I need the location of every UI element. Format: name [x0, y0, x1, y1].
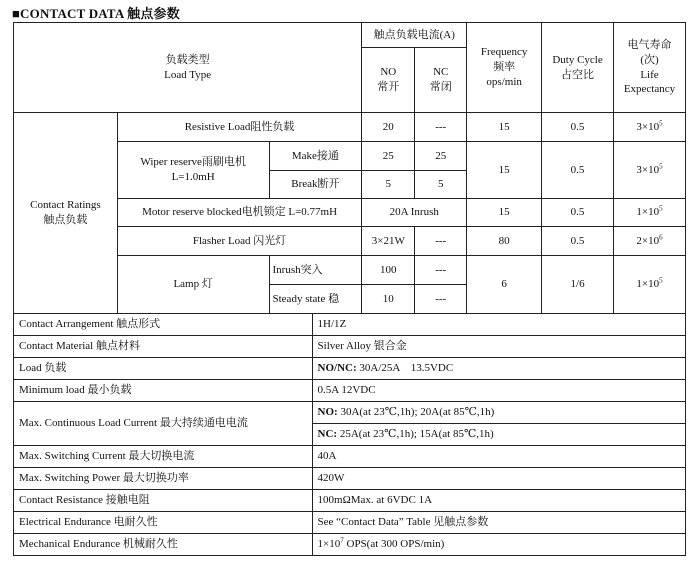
lamp-freq: 6 — [467, 256, 542, 314]
wiper-break-no: 5 — [362, 171, 415, 199]
contact-ratings-label: Contact Ratings 触点负载 — [14, 113, 118, 314]
resistance-label: Contact Resistance 接触电阻 — [14, 490, 313, 512]
wiper-freq: 15 — [467, 142, 542, 199]
flasher-label: Flasher Load 闪光灯 — [117, 227, 362, 256]
lamp-steady-nc: --- — [415, 285, 467, 314]
flasher-nc: --- — [415, 227, 467, 256]
contact-ratings-table — [13, 22, 686, 314]
sw-power-value: 420W — [312, 468, 685, 490]
flasher-freq: 80 — [467, 227, 542, 256]
mechanical-value: $1\times 10^7$ OPS(at 300 OPS/min) — [312, 534, 685, 556]
electrical-value: See “Contact Data” Table 见触点参数 — [312, 512, 685, 534]
header-nc: NC 常闭 — [415, 48, 467, 113]
wiper-life: $3\times 10^5$ — [613, 142, 685, 199]
min-load-value: 0.5A 12VDC — [312, 380, 685, 402]
flasher-life: $2\times 10^6$ — [613, 227, 685, 256]
lamp-duty: 1/6 — [542, 256, 614, 314]
wiper-break-nc: 5 — [415, 171, 467, 199]
resistive-duty: 0.5 — [542, 113, 614, 142]
motor-freq: 15 — [467, 199, 542, 227]
section-title: ■CONTACT DATA 触点参数 — [12, 6, 180, 21]
resistive-freq: 15 — [467, 113, 542, 142]
electrical-label: Electrical Endurance 电耐久性 — [14, 512, 313, 534]
header-life: 电气寿命 (次) Life Expectancy — [613, 23, 685, 113]
lamp-label: Lamp 灯 — [117, 256, 269, 314]
resistive-life: $3\times 10^5$ — [613, 113, 685, 142]
resistive-nc: --- — [415, 113, 467, 142]
motor-label: Motor reserve blocked电机锁定 L=0.77mH — [117, 199, 362, 227]
specifications-table — [13, 313, 686, 556]
mechanical-label: Mechanical Endurance 机械耐久性 — [14, 534, 313, 556]
flasher-duty: 0.5 — [542, 227, 614, 256]
lamp-life: $1\times 10^5$ — [613, 256, 685, 314]
sw-current-label: Max. Switching Current 最大切换电流 — [14, 446, 313, 468]
flasher-no: 3×21W — [362, 227, 415, 256]
wiper-make-label: Make接通 — [269, 142, 362, 171]
header-load-type: 负载类型 Load Type — [14, 23, 362, 113]
motor-current: 20A Inrush — [362, 199, 467, 227]
material-value: Silver Alloy 银合金 — [312, 336, 685, 358]
load-value: NO/NC: 30A/25A 13.5VDC — [312, 358, 685, 380]
cont-current-no: NO: 30A(at 23℃,1h); 20A(at 85℃,1h) — [312, 402, 685, 424]
header-no: NO 常开 — [362, 48, 415, 113]
sw-power-label: Max. Switching Power 最大切换功率 — [14, 468, 313, 490]
header-frequency: Frequency 频率 ops/min — [467, 23, 542, 113]
resistance-value: 100mΩMax. at 6VDC 1A — [312, 490, 685, 512]
arrangement-value: 1H/1Z — [312, 314, 685, 336]
lamp-inrush-no: 100 — [362, 256, 415, 285]
cont-current-nc: NC: 25A(at 23℃,1h); 15A(at 85℃,1h) — [312, 424, 685, 446]
wiper-label: Wiper reserve雨刷电机 L=1.0mH — [117, 142, 269, 199]
wiper-duty: 0.5 — [542, 142, 614, 199]
resistive-no: 20 — [362, 113, 415, 142]
material-label: Contact Material 触点材料 — [14, 336, 313, 358]
min-load-label: Minimum load 最小负载 — [14, 380, 313, 402]
motor-life: $1\times 10^5$ — [613, 199, 685, 227]
sw-current-value: 40A — [312, 446, 685, 468]
arrangement-label: Contact Arrangement 触点形式 — [14, 314, 313, 336]
motor-duty: 0.5 — [542, 199, 614, 227]
lamp-steady-no: 10 — [362, 285, 415, 314]
lamp-steady-label: Steady state 稳 — [269, 285, 362, 314]
wiper-break-label: Break断开 — [269, 171, 362, 199]
lamp-inrush-label: Inrush突入 — [269, 256, 362, 285]
lamp-inrush-nc: --- — [415, 256, 467, 285]
header-current: 触点负载电流(A) — [362, 23, 467, 48]
wiper-make-no: 25 — [362, 142, 415, 171]
header-duty-cycle: Duty Cycle 占空比 — [542, 23, 614, 113]
cont-current-label: Max. Continuous Load Current 最大持续通电电流 — [14, 402, 313, 446]
load-label: Load 负载 — [14, 358, 313, 380]
wiper-make-nc: 25 — [415, 142, 467, 171]
resistive-load-label: Resistive Load阻性负载 — [117, 113, 362, 142]
